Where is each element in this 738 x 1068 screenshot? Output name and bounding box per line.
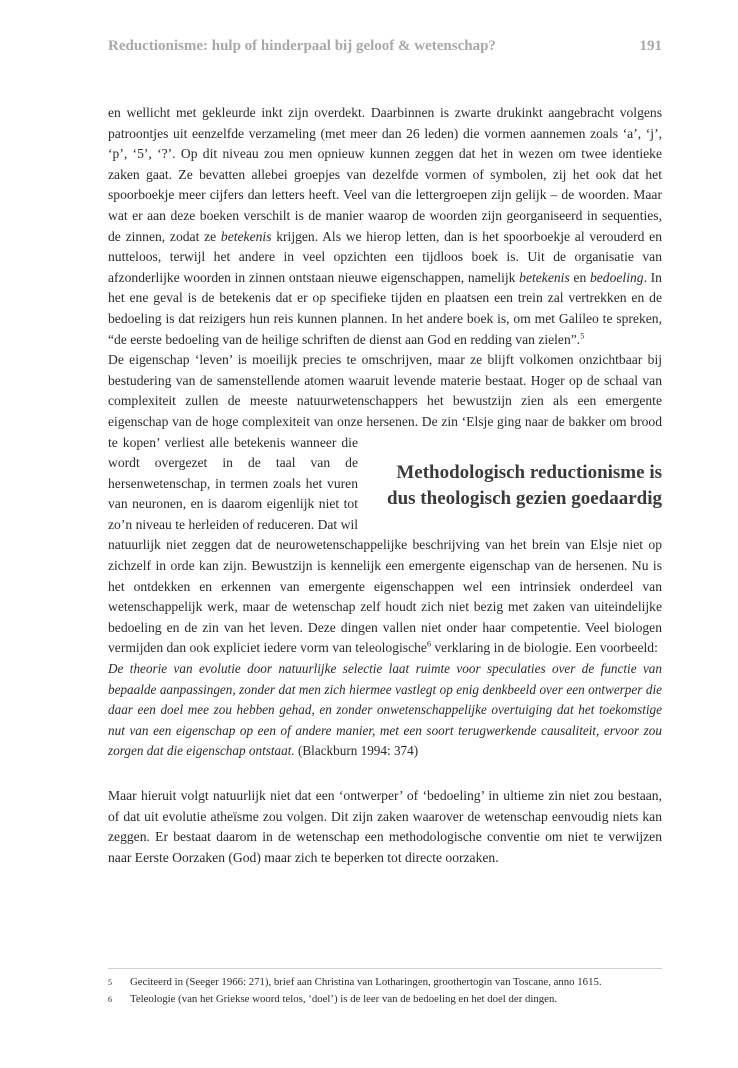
footnote-ref-6: 6 — [426, 639, 431, 649]
quote-text: De theorie van evolutie door natuurlijke selectie laat ruimte voor speculaties over de functie van bepaalde aanpassingen, zonder dat men zich hiermee vastlegt op enig denkbeeld over een ontwerper die daar een doel mee zou hebben gehad, en zonder onwetenschappelijke overtuiging dat het toekomstige nut van een eigenschap op een of andere manier, met een soort terugwerkende causaliteit, ervoor zou zorgen dat die eigenschap ontstaat. — [108, 661, 662, 759]
footnote-number: 5 — [108, 978, 112, 987]
p1-text-d: . In het ene geval is de betekenis dat er op specifieke tijden en plaatsen een trein zal vertrekken en de bedoeling is dat reizigers hun reis kunnen plannen. In het andere boek is, om met Galileo te spreken, “de eerste bedoeling van de heilige schriften de dienst aan God en redding van zielen”. — [108, 269, 662, 347]
p2-text-b: verklaring in de biologie. Een voorbeeld: — [430, 640, 658, 656]
footnote-text: Teleologie (van het Griekse woord telos, ‘doel’) is de leer van de bedoeling en het doel der dingen. — [130, 993, 558, 1005]
paragraph-3: Maar hieruit volgt natuurlijk niet dat een ‘ontwerper’ of ‘bedoeling’ in ultieme zin niet zou bestaan, of dat uit evolutie atheïsme zou volgen. Dit zijn zaken waarover de wetenschap eenvoudig niets kan zeggen. Er bestaat daarom in de wetenschap een methodologische conventie om niet te verwijzen naar Eerste Oorzaken (God) maar zich te beperken tot directe oorzaken. — [108, 788, 662, 865]
p1-text-b: krijgen. Als we hierop letten, dan is het spoorboekje al verouderd en nutteloos, terwijl het andere in veel opzichten een tijdloos boek is. Uit de organisatie van afzonderlijke woorden in zinnen ontstaan nieuwe eigenschappen, namelijk — [108, 228, 662, 285]
paragraph-2 — [108, 350, 662, 659]
p1-text-c: en — [569, 269, 590, 285]
footnote-6 — [108, 991, 662, 1008]
footnote-number: 6 — [108, 995, 112, 1004]
p1-emphasis-betekenis: betekenis — [220, 228, 272, 244]
page-number: 191 — [639, 38, 662, 54]
p1-emphasis-bedoeling: bedoeling — [589, 269, 644, 285]
p2-text-a: De eigenschap ‘leven’ is moeilijk precies te omschrijven, maar ze blijft volkomen onzichtbaar bij bestudering van de samenstellende atomen waaruit levende materie bestaat. Hoger op de schaal van complexiteit zullen de meeste natuurwetenschappers het bewustzijn zien als een emergente eigenschap van de hoge complexiteit van onze hersenen. De zin ‘Elsje ging naar de bakker om brood te kopen’ verliest alle betekenis wanneer die wordt overgezet in de taal van de hersenwetenschap, in termen zoals het vuren van neuronen, en is daarom eigenlijk niet tot zo’n niveau te herleiden of reduceren. Dat wil natuurlijk niet zeggen dat de neurowetenschappelijke beschrijving van het brein van Elsje niet op zichzelf in orde kan zijn. Bewustzijn is kennelijk een emergente eigenschap van de hersenen. Nu is het ontdekken en erkennen van emergente eigenschappen wel een intrinsiek onderdeel van wetenschappelijk werk, maar de wetenschap zelf houdt zich niet bezig met zaken van uiteindelijke bedoeling en de zin van het leven. Deze dingen vallen niet onder haar competentie. Veel biologen vermijden dan ook expliciet iedere vorm van teleologische — [108, 352, 662, 656]
footnote-rule — [108, 968, 662, 969]
block-quote — [108, 659, 662, 762]
paragraph-1 — [108, 103, 662, 350]
footnote-5 — [108, 974, 662, 991]
quote-citation: (Blackburn 1994: 374) — [294, 743, 419, 759]
main-text — [108, 103, 662, 868]
p1-emphasis-betekenis-2: betekenis — [519, 269, 570, 285]
p1-text-a: en wellicht met gekleurde inkt zijn overdekt. Daarbinnen is zwarte drukinkt aangebracht volgens patroontjes uit eenzelfde verzameling (met meer dan 26 leden) die vormen aannemen zoals ‘a’, ‘j’, ‘p’, ‘5’, ‘?’. Op dit niveau zou men opnieuw kunnen zeggen dat het in wezen om twee identieke zaken gaat. Ze bevatten allebei groepjes van dezelfde vormen of symbolen, zij het ook dat het spoorboekje meer cijfers dan letters heeft. Veel van die lettergroepen zijn gelijk – de woorden. Maar wat er aan deze boeken verschilt is de manier waarop de woorden zijn georganiseerd in sequenties, de zinnen, zodat ze — [108, 105, 662, 244]
footnote-ref-5: 5 — [580, 331, 585, 340]
running-title: Reductionisme: hulp of hinderpaal bij geloof & wetenschap? — [108, 38, 496, 54]
pull-quote: Methodologisch reductionisme is dus theologisch gezien goedaardig — [387, 462, 662, 510]
running-header — [108, 38, 662, 60]
footnotes — [108, 974, 662, 1008]
footnote-text: Geciteerd in (Seeger 1966: 271), brief aan Christina van Lotharingen, groothertogin van Toscane, anno 1615. — [130, 976, 602, 988]
